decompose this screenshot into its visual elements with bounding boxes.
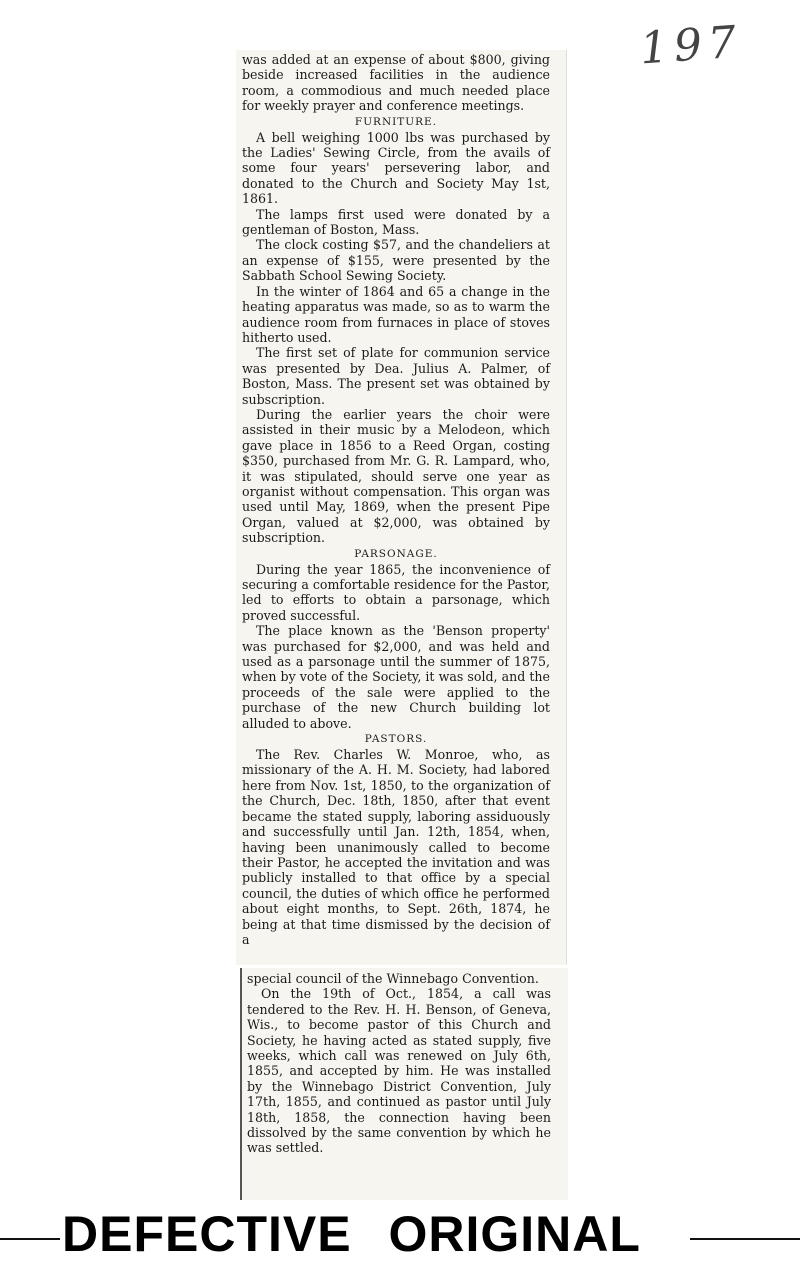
intro-paragraph: was added at an expense of about $800, giving beside increased facilities in the audience room, a commodious and much needed place for weekly prayer and conference meetings. [242, 52, 550, 114]
furniture-paragraph-2: The lamps first used were donated by a gentleman of Boston, Mass. [242, 206, 550, 238]
furniture-paragraph-6: During the earlier years the choir were assisted in their music by a Melodeon, which gave place in 1856 to a Reed Organ, costing $350, purchased from Mr. G. R. Lampard, who, it was stipulated, should serve one year as organist without compensation. This organ was used until May, 1869, when the present Pipe Organ, valued at $2,000, was obtained by subscription. [242, 406, 550, 546]
furniture-heading: FURNITURE. [354, 115, 438, 128]
parsonage-paragraph-2: The place known as the 'Benson property' was purchased for $2,000, and was held and used as a parsonage until the summer of 1875, when by vote of the Society, it was sold, and the proceeds of the sale were applied to the purchase of the new Church building lot alluded to above. [242, 623, 550, 731]
article-column-top [242, 52, 550, 947]
defective-original-stamp: DEFECTIVE ORIGINAL [62, 1206, 641, 1262]
pastors-heading: PASTORS. [364, 733, 428, 746]
handwritten-page-number: 197 [638, 16, 744, 75]
furniture-paragraph-5: The first set of plate for communion service was presented by Dea. Julius A. Palmer, of Boston, Mass. The present set was obtained by subscription. [242, 345, 550, 407]
stamp-rule-right [690, 1238, 800, 1240]
furniture-paragraph-3: The clock costing $57, and the chandeliers at an expense of $155, were presented by the Sabbath School Sewing Society. [242, 237, 550, 284]
benson-paragraph: On the 19th of Oct., 1854, a call was tendered to the Rev. H. H. Benson, of Geneva, Wis., to become pastor of this Church and Society, he having acted as stated supply, five weeks, which call was renewed on July 6th, 1855, and accepted by him. He was installed by the Winnebago District Convention, July 17th, 1855, and continued as pastor until July 18th, 1858, the connection having been dissolved by the same convention by which he was settled. [247, 986, 551, 1156]
pastors-paragraph-1: The Rev. Charles W. Monroe, who, as missionary of the A. H. M. Society, had labored here from Nov. 1st, 1850, to the organization of the Church, Dec. 18th, 1850, after that event became the stated supply, laboring assiduously and successfully until Jan. 12th, 1854, when, having been unanimously called to become their Pastor, he accepted the invitation and was publicly installed to that office by a special council, the duties of which office he performed about eight months, to Sept. 26th, 1874, he being at that time dismissed by the decision of a [242, 747, 550, 947]
parsonage-paragraph-1: During the year 1865, the inconvenience of securing a comfortable residence for the Pastor, led to efforts to obtain a parsonage, which proved successful. [242, 561, 550, 623]
continuation-paragraph: special council of the Winnebago Convention. [247, 971, 539, 986]
stamp-rule-left [0, 1238, 60, 1240]
furniture-paragraph-1: A bell weighing 1000 lbs was purchased by the Ladies' Sewing Circle, from the avails of some four years' persevering labor, and donated to the Church and Society May 1st, 1861. [242, 129, 550, 207]
parsonage-heading: PARSONAGE. [354, 547, 438, 560]
furniture-paragraph-4: In the winter of 1864 and 65 a change in the heating apparatus was made, so as to warm the audience room from furnaces in place of stoves hitherto used. [242, 283, 550, 345]
article-column-bottom [247, 971, 551, 1156]
